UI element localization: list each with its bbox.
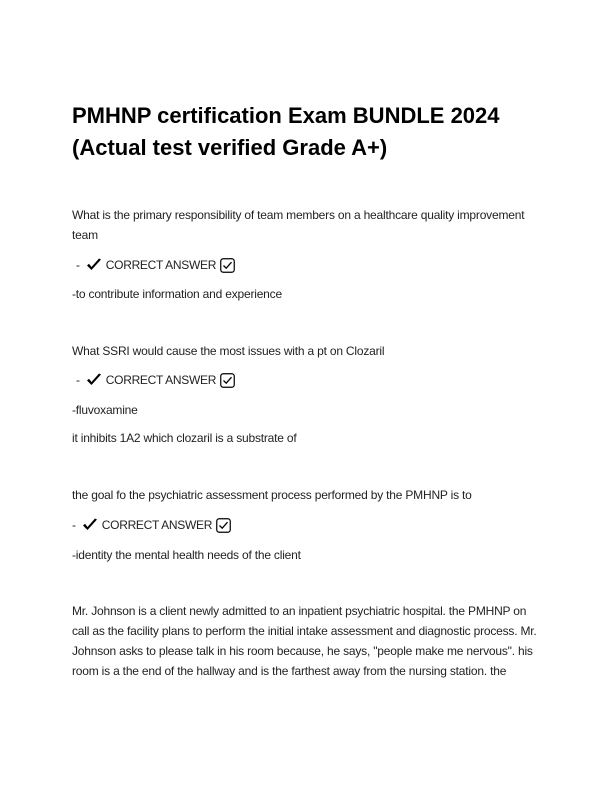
checkbox-check-icon: [220, 373, 235, 388]
heavy-check-icon: [86, 373, 102, 387]
answer-3-text: -identity the mental health needs of the client: [72, 548, 301, 562]
answer-dash: -: [76, 258, 80, 272]
answer-1-text: -to contribute information and experience: [72, 287, 282, 301]
checkbox-check-icon: [220, 258, 235, 273]
correct-answer-marker-3: [72, 515, 542, 535]
correct-answer-label: CORRECT ANSWER: [105, 373, 217, 387]
answer-2-text: -fluvoxamine: [72, 403, 138, 417]
answer-dash: -: [72, 518, 76, 532]
correct-answer-marker-2: [72, 370, 542, 390]
correct-answer-label: CORRECT ANSWER: [101, 518, 213, 532]
correct-answer-label: CORRECT ANSWER: [105, 258, 217, 272]
document-title: PMHNP certification Exam BUNDLE 2024 (Actual test verified Grade A+): [72, 103, 500, 160]
heavy-check-icon: [86, 258, 102, 272]
answer-dash: -: [76, 373, 80, 387]
question-3-text: the goal fo the psychiatric assessment process performed by the PMHNP is to: [72, 488, 472, 502]
question-2-text: What SSRI would cause the most issues with a pt on Clozaril: [72, 344, 385, 358]
answer-2-explanation: it inhibits 1A2 which clozaril is a substrate of: [72, 431, 297, 445]
question-1-text: What is the primary responsibility of team members on a healthcare quality improvement team: [72, 208, 525, 242]
heavy-check-icon: [82, 518, 98, 532]
question-4-text: Mr. Johnson is a client newly admitted to an inpatient psychiatric hospital. the PMHNP on call as the facility plans to perform the initial intake assessment and diagnostic process. Mr. Johnson asks to please talk in his room because, he says, "people make me nervous". his room is a the end of the hallway and is the farthest away from the nursing station. the: [72, 604, 537, 678]
checkbox-check-icon: [216, 518, 231, 533]
correct-answer-marker-1: [72, 255, 542, 275]
